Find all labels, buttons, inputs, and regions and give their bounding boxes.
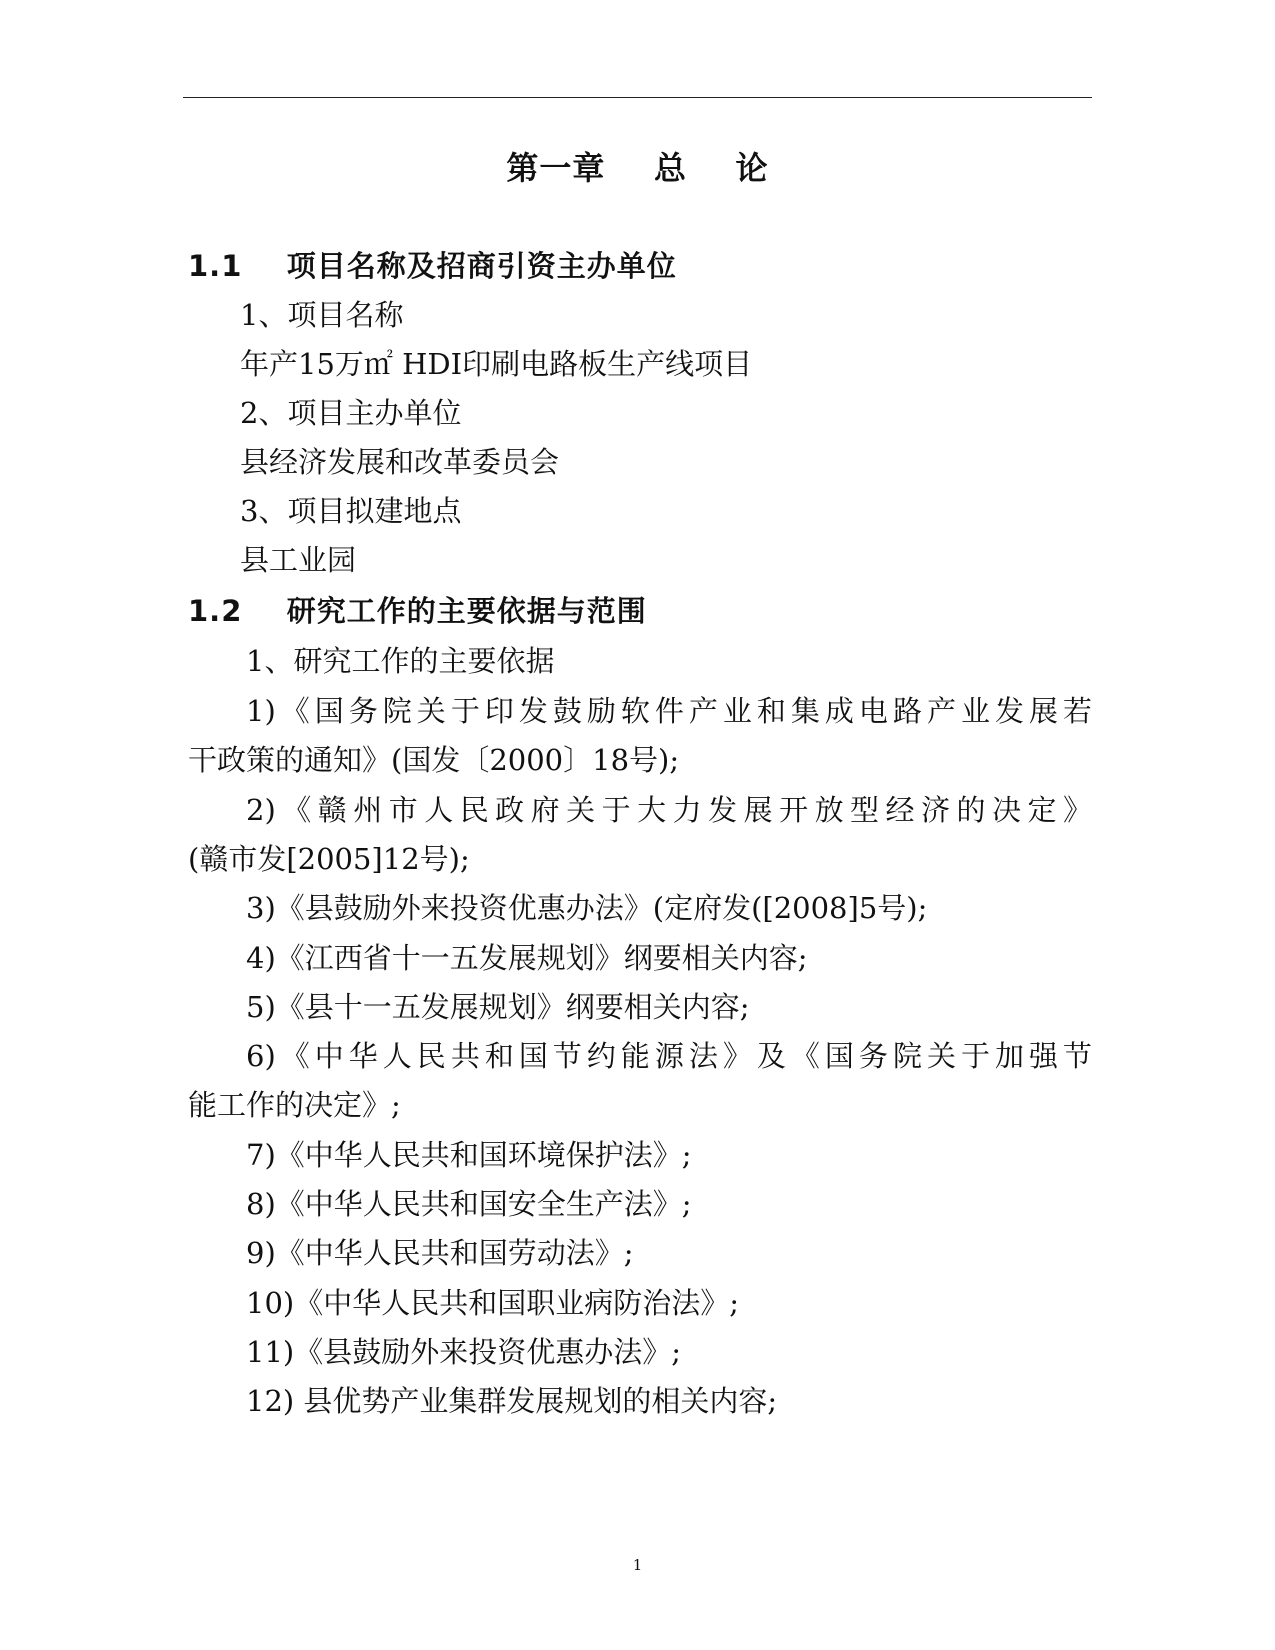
item-project-name-label: 1、项目名称 (240, 298, 404, 332)
reference-2-line-2: (赣市发[2005]12号); (188, 842, 470, 876)
header-rule (183, 97, 1092, 98)
reference-2-line-1: 2)《赣州市人民政府关于大力发展开放型经济的决定》 (246, 793, 1092, 827)
reference-6-line-1: 6)《中华人民共和国节约能源法》及《国务院关于加强节 (246, 1039, 1092, 1073)
subsection-basis-label: 1、研究工作的主要依据 (246, 644, 555, 678)
reference-9: 9)《中华人民共和国劳动法》; (246, 1236, 634, 1270)
item-location-value: 县工业园 (240, 543, 357, 577)
reference-11: 11)《县鼓励外来投资优惠办法》; (246, 1335, 681, 1369)
item-project-name-value: 年产15万㎡ HDI印刷电路板生产线项目 (240, 347, 753, 381)
reference-6-line-2: 能工作的决定》; (188, 1088, 401, 1122)
reference-7: 7)《中华人民共和国环境保护法》; (246, 1138, 692, 1172)
item-location-label: 3、项目拟建地点 (240, 494, 462, 528)
reference-4: 4)《江西省十一五发展规划》纲要相关内容; (246, 941, 808, 975)
section-heading-1-2: 1.2 研究工作的主要依据与范围 (188, 594, 647, 628)
reference-1-line-1: 1)《国务院关于印发鼓励软件产业和集成电路产业发展若 (246, 694, 1092, 728)
reference-10: 10)《中华人民共和国职业病防治法》; (246, 1286, 739, 1320)
item-sponsor-label: 2、项目主办单位 (240, 396, 462, 430)
section-heading-1-1: 1.1 项目名称及招商引资主办单位 (188, 249, 677, 283)
reference-8: 8)《中华人民共和国安全生产法》; (246, 1187, 692, 1221)
reference-3: 3)《县鼓励外来投资优惠办法》(定府发([2008]5号); (246, 891, 928, 925)
chapter-title: 第一章 总 论 (506, 149, 769, 187)
reference-12: 12) 县优势产业集群发展规划的相关内容; (246, 1384, 778, 1418)
reference-1-line-2: 干政策的通知》(国发〔2000〕18号); (188, 743, 680, 777)
page-number: 1 (632, 1556, 643, 1574)
item-sponsor-value: 县经济发展和改革委员会 (240, 445, 560, 479)
reference-5: 5)《县十一五发展规划》纲要相关内容; (246, 990, 750, 1024)
